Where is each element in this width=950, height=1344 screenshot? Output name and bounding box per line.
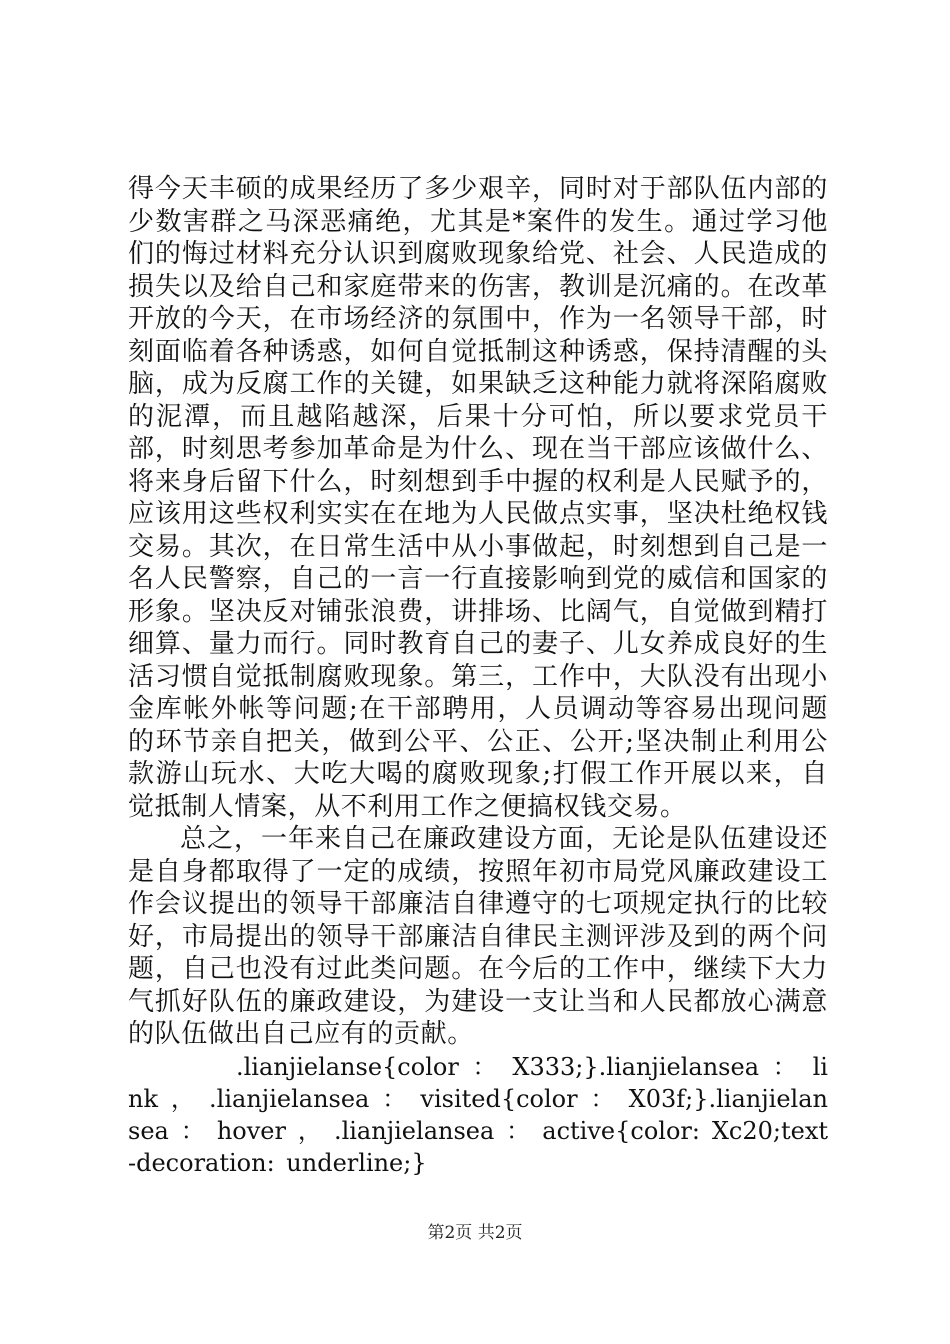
paragraph-continued: 得今天丰硕的成果经历了多少艰辛，同时对于部队伍内部的少数害群之马深恶痛绝，尤其是*案件的发生。通过学习他们的悔过材料充分认识到腐败现象给党、社会、人民造成的损失以及给自己和家庭带来的伤害，教训是沉痛的。在改革开放的今天，在市场经济的氛围中，作为一名领导干部，时刻面临着各种诱惑，如何自觉抵制这种诱惑，保持清醒的头脑，成为反腐工作的关键，如果缺乏这种能力就将深陷腐败的泥潭，而且越陷越深，后果十分可怕，所以要求党员干部，时刻思考参加革命是为什么、现在当干部应该做什么、将来身后留下什么，时刻想到手中握的权利是人民赋予的，应该用这些权利实实在在地为人民做点实事，坚决杜绝权钱交易。其次，在日常生活中从小事做起，时刻想到自己是一名人民警察，自己的一言一行直接影响到党的威信和国家的形象。坚决反对铺张浪费，讲排场、比阔气，自觉做到精打细算、量力而行。同时教育自己的妻子、儿女养成良好的生活习惯自觉抵制腐败现象。第三，工作中，大队没有出现小金库帐外帐等问题;在干部聘用，人员调动等容易出现问题的环节亲自把关，做到公平、公正、公开;坚决制止利用公款游山玩水、大吃大喝的腐败现象;打假工作开展以来，自觉抵制人情案，从不利用工作之便搞权钱交易。 xyxy=(128,174,828,822)
paragraph-summary: 总之，一年来自己在廉政建设方面，无论是队伍建设还是自身都取得了一定的成绩，按照年初市局党风廉政建设工作会议提出的领导干部廉洁自律遵守的七项规定执行的比较好，市局提出的领导干部廉洁自律民主测评涉及到的两个问题，自己也没有过此类问题。在今后的工作中，继续下大力气抓好队伍的廉政建设，为建设一支让当和人民都放心满意的队伍做出自己应有的贡献。 xyxy=(128,824,828,1049)
document-body xyxy=(128,173,828,1180)
page-number-footer: 第2页 共2页 xyxy=(427,1223,523,1243)
stray-css-text: .lianjielanse{color ： X333;}.lianjielansea ： link ， .lianjielansea ： visited{color ： X03f;}.lianjielansea ： hover ， .lianjielansea ： active{color: Xc20;text-decoration: underline;} xyxy=(128,1052,828,1178)
